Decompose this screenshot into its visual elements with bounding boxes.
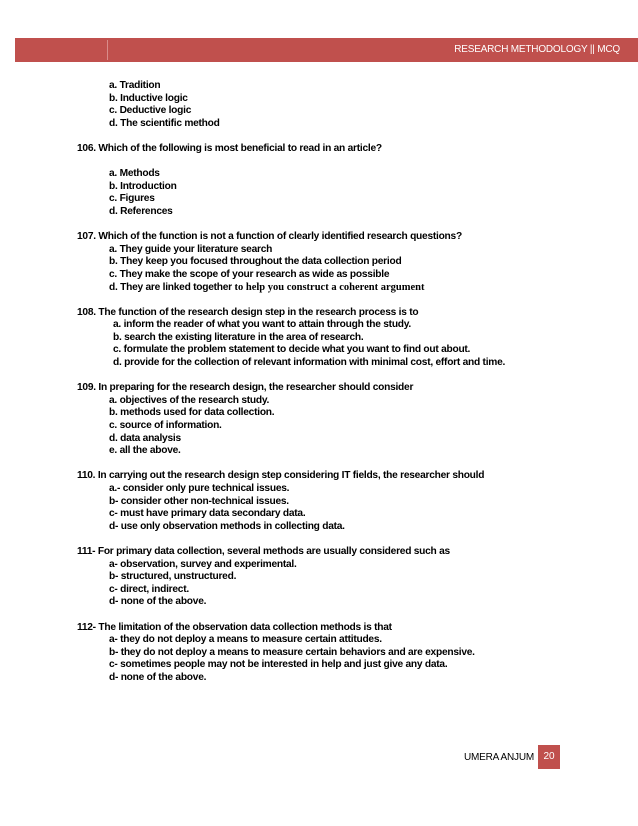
question-106 — [77, 143, 627, 219]
option: a- observation, survey and experimental. — [109, 558, 297, 570]
option: d. The scientific method — [109, 117, 220, 129]
option: b. methods used for data collection. — [109, 407, 275, 419]
option: b- structured, unstructured. — [109, 571, 237, 583]
question-text: 106. Which of the following is most beneficial to read in an article? — [77, 142, 382, 154]
option: a. Methods — [109, 168, 160, 180]
footer-author: UMERA ANJUM — [463, 752, 534, 763]
option: a. They guide your literature search — [109, 243, 273, 255]
option: c- must have primary data secondary data. — [109, 508, 306, 520]
question-110 — [77, 470, 627, 533]
option: d. data analysis — [109, 432, 181, 444]
header-divider — [107, 40, 108, 60]
option: d- use only observation methods in collecting data. — [109, 520, 345, 532]
question-111 — [77, 546, 627, 609]
question-text: 110. In carrying out the research design step considering IT fields, the researcher should — [77, 470, 485, 482]
page-number: 20 — [538, 745, 560, 769]
option: d. References — [109, 205, 173, 217]
option: b- they do not deploy a means to measure certain behaviors and are expensive. — [109, 646, 475, 658]
question-text: 112- The limitation of the observation data collection methods is that — [77, 621, 392, 633]
option: a. inform the reader of what you want to attain through the study. — [113, 319, 412, 331]
option: d. provide for the collection of relevant information with minimal cost, effort and time. — [113, 357, 506, 369]
option: e. all the above. — [109, 445, 181, 457]
option: a.- consider only pure technical issues. — [109, 483, 290, 494]
option: c. Figures — [109, 193, 155, 205]
question-107 — [77, 231, 627, 294]
question-112 — [77, 622, 627, 685]
header-title: RESEARCH METHODOLOGY || MCQ — [454, 44, 620, 55]
option: d- none of the above. — [109, 671, 207, 683]
option: c. Deductive logic — [109, 105, 192, 117]
option: c- direct, indirect. — [109, 583, 189, 595]
document-body — [77, 80, 627, 685]
option: b. Introduction — [109, 180, 177, 192]
option: d- none of the above. — [109, 596, 207, 608]
question-108 — [77, 307, 627, 370]
question-text: 107. Which of the function is not a function of clearly identified research questions? — [77, 231, 462, 243]
question-text: 109. In preparing for the research design, the researcher should consider — [77, 382, 414, 394]
option: c. They make the scope of your research as wide as possible — [109, 268, 390, 280]
option: b- consider other non-technical issues. — [109, 495, 289, 507]
question-text: 108. The function of the research design step in the research process is to — [77, 306, 419, 318]
option: c. source of information. — [109, 420, 222, 432]
option: a- they do not deploy a means to measure certain attitudes. — [109, 634, 382, 646]
question-109 — [77, 382, 627, 458]
option-text: d. They are linked together — [109, 281, 232, 293]
option-tail: to help you construct a coherent argument — [234, 281, 425, 293]
option: c- sometimes people may not be interested in help and just give any data. — [109, 659, 448, 671]
question-text: 111- For primary data collection, several methods are usually considered such as — [77, 545, 450, 557]
option: b. They keep you focused throughout the data collection period — [109, 256, 402, 268]
option: a. objectives of the research study. — [109, 394, 270, 406]
option: b. Inductive logic — [109, 92, 188, 104]
option: a. Tradition — [109, 80, 161, 91]
option: b. search the existing literature in the area of research. — [113, 331, 364, 343]
option: c. formulate the problem statement to decide what you want to find out about. — [113, 344, 471, 356]
continued-options — [77, 80, 627, 130]
option — [77, 282, 627, 295]
